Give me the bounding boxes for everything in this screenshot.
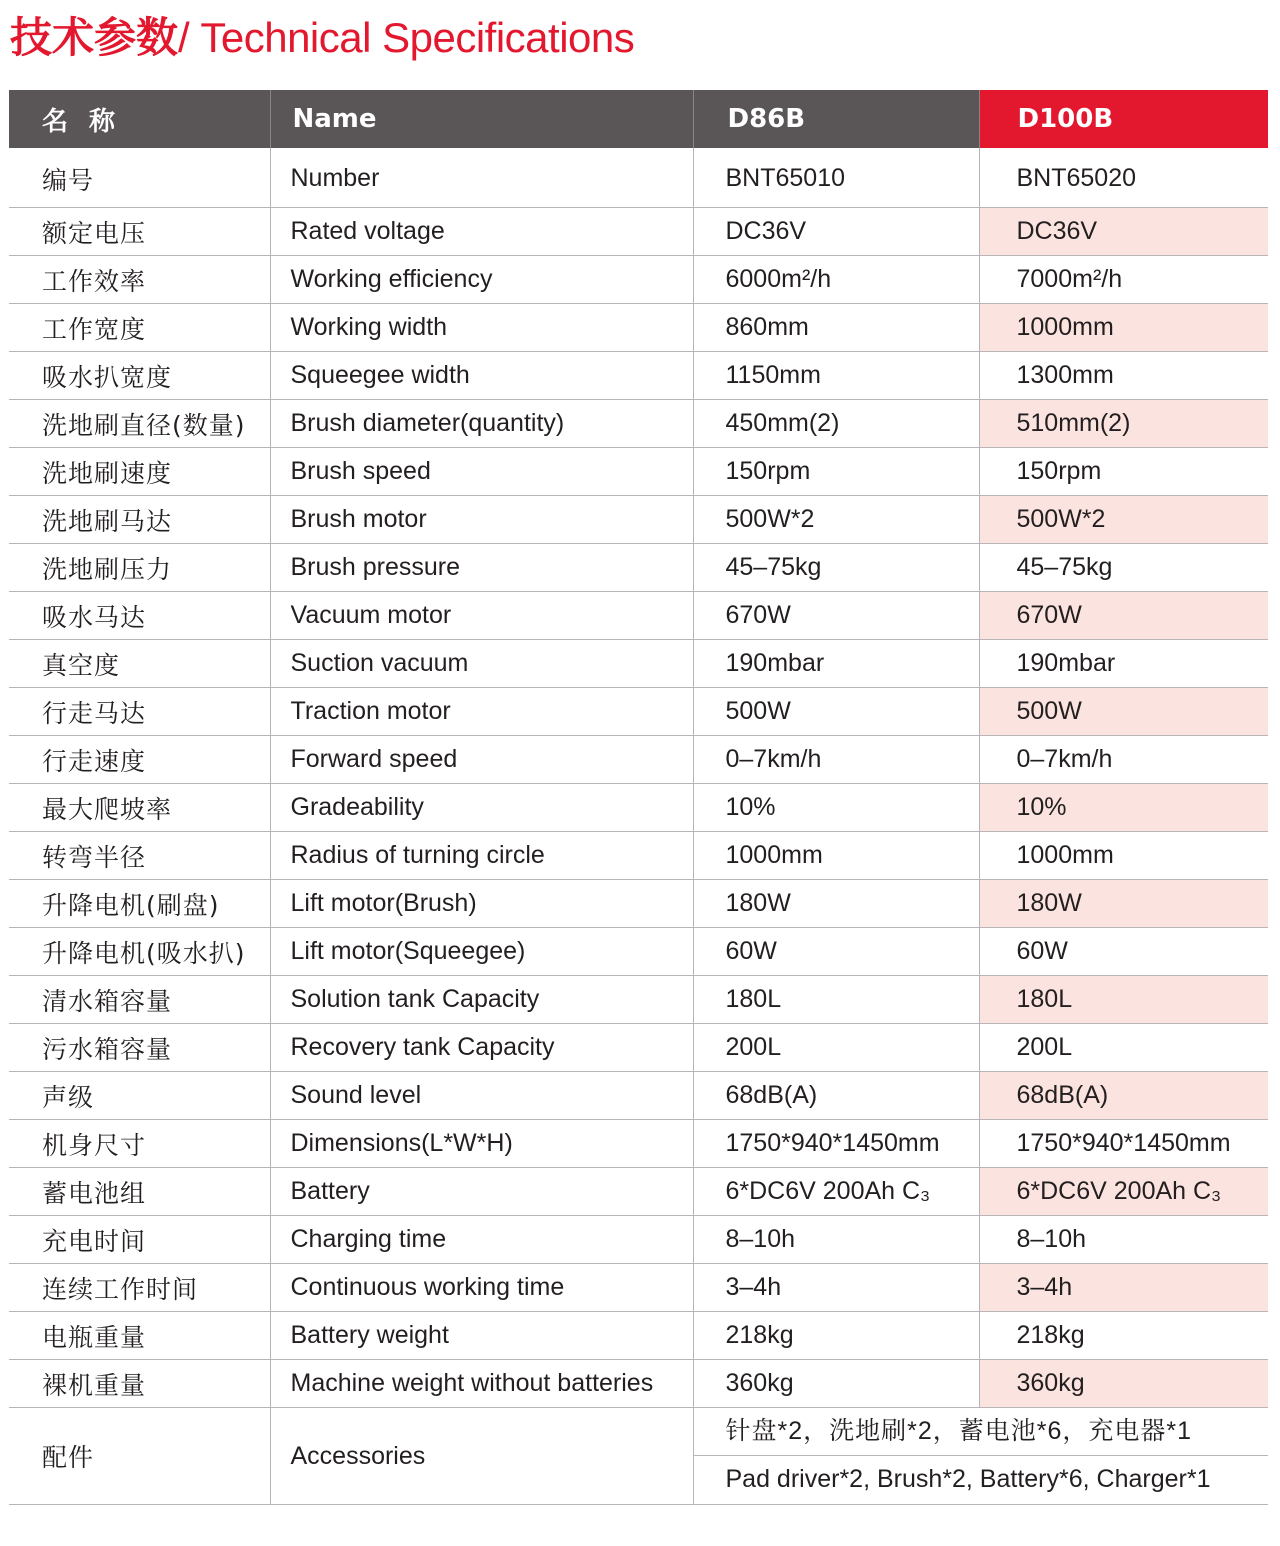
- cell-name-en: Battery weight: [270, 1312, 693, 1360]
- cell-d100b: 68dB(A): [979, 1072, 1268, 1120]
- cell-d86b: 3–4h: [693, 1264, 979, 1312]
- cell-name-en: Rated voltage: [270, 208, 693, 256]
- cell-name-en: Brush diameter(quantity): [270, 400, 693, 448]
- header-name-en: Name: [270, 90, 693, 148]
- cell-d86b: 8–10h: [693, 1216, 979, 1264]
- cell-d86b: BNT65010: [693, 148, 979, 208]
- cell-name-cn: 行走马达: [9, 688, 270, 736]
- table-row: [9, 784, 1268, 832]
- table-row: [9, 352, 1268, 400]
- header-d86b: D86B: [693, 90, 979, 148]
- cell-name-en: Gradeability: [270, 784, 693, 832]
- table-row: [9, 208, 1268, 256]
- cell-name-en: Lift motor(Squeegee): [270, 928, 693, 976]
- cell-name-en: Solution tank Capacity: [270, 976, 693, 1024]
- cell-name-en: Vacuum motor: [270, 592, 693, 640]
- table-row: [9, 640, 1268, 688]
- cell-name-en: Battery: [270, 1168, 693, 1216]
- cell-name-en: Brush motor: [270, 496, 693, 544]
- cell-d100b: BNT65020: [979, 148, 1268, 208]
- cell-name-cn: 污水箱容量: [9, 1024, 270, 1072]
- cell-name-en: Radius of turning circle: [270, 832, 693, 880]
- cell-name-en: Sound level: [270, 1072, 693, 1120]
- cell-d100b: 3–4h: [979, 1264, 1268, 1312]
- cell-name-cn: 编号: [9, 148, 270, 208]
- header-row: [9, 90, 1268, 148]
- cell-name-cn: 清水箱容量: [9, 976, 270, 1024]
- cell-d86b: 6*DC6V 200Ah C₃: [693, 1168, 979, 1216]
- cell-d100b: 60W: [979, 928, 1268, 976]
- table-row: [9, 1264, 1268, 1312]
- table-row: [9, 1072, 1268, 1120]
- table-row: [9, 832, 1268, 880]
- cell-name-cn: 电瓶重量: [9, 1312, 270, 1360]
- cell-d86b: 180L: [693, 976, 979, 1024]
- cell-d100b: 190mbar: [979, 640, 1268, 688]
- cell-d100b: 360kg: [979, 1360, 1268, 1408]
- cell-d86b: 1150mm: [693, 352, 979, 400]
- table-row: [9, 148, 1268, 208]
- cell-d86b: 218kg: [693, 1312, 979, 1360]
- cell-d100b: 1750*940*1450mm: [979, 1120, 1268, 1168]
- cell-name-en: Brush speed: [270, 448, 693, 496]
- cell-d86b: 670W: [693, 592, 979, 640]
- cell-name-cn: 洗地刷马达: [9, 496, 270, 544]
- cell-name-cn: 工作效率: [9, 256, 270, 304]
- cell-d100b: 7000m²/h: [979, 256, 1268, 304]
- cell-d100b: 500W: [979, 688, 1268, 736]
- cell-name-cn: 行走速度: [9, 736, 270, 784]
- cell-name-en: Recovery tank Capacity: [270, 1024, 693, 1072]
- page-title-cn: 技术参数: [10, 13, 179, 62]
- cell-d100b: 500W*2: [979, 496, 1268, 544]
- cell-name-en: Number: [270, 148, 693, 208]
- accessories-value-cn: 针盘*2，洗地刷*2，蓄电池*6，充电器*1: [694, 1408, 1269, 1456]
- cell-name-en: Forward speed: [270, 736, 693, 784]
- cell-d86b: 6000m²/h: [693, 256, 979, 304]
- cell-name-cn: 吸水扒宽度: [9, 352, 270, 400]
- cell-name-cn: 升降电机(吸水扒): [9, 928, 270, 976]
- cell-name-en: Continuous working time: [270, 1264, 693, 1312]
- cell-name-en: Dimensions(L*W*H): [270, 1120, 693, 1168]
- cell-d100b: 6*DC6V 200Ah C₃: [979, 1168, 1268, 1216]
- table-row: [9, 1216, 1268, 1264]
- cell-d86b: 1000mm: [693, 832, 979, 880]
- accessories-row: [9, 1408, 1268, 1505]
- table-row: [9, 1168, 1268, 1216]
- accessories-label-en: Accessories: [270, 1408, 693, 1505]
- cell-d86b: 68dB(A): [693, 1072, 979, 1120]
- table-row: [9, 1360, 1268, 1408]
- table-row: [9, 1024, 1268, 1072]
- cell-d86b: 190mbar: [693, 640, 979, 688]
- table-row: [9, 976, 1268, 1024]
- table-row: [9, 1120, 1268, 1168]
- cell-name-en: Squeegee width: [270, 352, 693, 400]
- accessories-value-en: Pad driver*2, Brush*2, Battery*6, Charger*1: [725, 1465, 1211, 1493]
- cell-d86b: 0–7km/h: [693, 736, 979, 784]
- cell-name-en: Traction motor: [270, 688, 693, 736]
- table-row: [9, 496, 1268, 544]
- cell-name-cn: 声级: [9, 1072, 270, 1120]
- cell-d86b: 360kg: [693, 1360, 979, 1408]
- cell-name-cn: 机身尺寸: [9, 1120, 270, 1168]
- cell-name-cn: 蓄电池组: [9, 1168, 270, 1216]
- cell-name-en: Working width: [270, 304, 693, 352]
- table-row: [9, 688, 1268, 736]
- table-row: [9, 304, 1268, 352]
- cell-name-cn: 转弯半径: [9, 832, 270, 880]
- table-row: [9, 736, 1268, 784]
- cell-d86b: 860mm: [693, 304, 979, 352]
- table-row: [9, 928, 1268, 976]
- cell-d86b: 500W: [693, 688, 979, 736]
- cell-d100b: 200L: [979, 1024, 1268, 1072]
- page-title: [10, 10, 634, 66]
- cell-d100b: 1000mm: [979, 304, 1268, 352]
- cell-d100b: 180W: [979, 880, 1268, 928]
- cell-d100b: 510mm(2): [979, 400, 1268, 448]
- cell-d100b: 150rpm: [979, 448, 1268, 496]
- cell-d86b: 200L: [693, 1024, 979, 1072]
- cell-name-en: Lift motor(Brush): [270, 880, 693, 928]
- header-name-cn: 名 称: [9, 90, 270, 148]
- cell-d100b: DC36V: [979, 208, 1268, 256]
- cell-d86b: 150rpm: [693, 448, 979, 496]
- cell-name-cn: 额定电压: [9, 208, 270, 256]
- cell-d100b: 10%: [979, 784, 1268, 832]
- cell-name-en: Brush pressure: [270, 544, 693, 592]
- cell-name-en: Suction vacuum: [270, 640, 693, 688]
- cell-name-cn: 裸机重量: [9, 1360, 270, 1408]
- cell-d86b: 45–75kg: [693, 544, 979, 592]
- table-row: [9, 880, 1268, 928]
- cell-d100b: 45–75kg: [979, 544, 1268, 592]
- cell-d100b: 0–7km/h: [979, 736, 1268, 784]
- cell-d86b: 10%: [693, 784, 979, 832]
- page-title-en: Technical Specifications: [200, 14, 635, 61]
- cell-d86b: 1750*940*1450mm: [693, 1120, 979, 1168]
- spec-table: [9, 90, 1268, 1505]
- cell-name-cn: 充电时间: [9, 1216, 270, 1264]
- cell-name-en: Working efficiency: [270, 256, 693, 304]
- table-row: [9, 256, 1268, 304]
- page-title-separator: /: [178, 14, 201, 61]
- header-d100b: D100B: [979, 90, 1268, 148]
- cell-name-cn: 最大爬坡率: [9, 784, 270, 832]
- cell-name-en: Charging time: [270, 1216, 693, 1264]
- cell-d86b: 500W*2: [693, 496, 979, 544]
- cell-d100b: 8–10h: [979, 1216, 1268, 1264]
- cell-name-cn: 工作宽度: [9, 304, 270, 352]
- cell-d86b: 180W: [693, 880, 979, 928]
- table-row: [9, 544, 1268, 592]
- cell-d100b: 1000mm: [979, 832, 1268, 880]
- cell-name-cn: 洗地刷直径(数量): [9, 400, 270, 448]
- cell-d100b: 218kg: [979, 1312, 1268, 1360]
- cell-d100b: 670W: [979, 592, 1268, 640]
- cell-name-cn: 吸水马达: [9, 592, 270, 640]
- cell-d86b: 60W: [693, 928, 979, 976]
- cell-d86b: 450mm(2): [693, 400, 979, 448]
- cell-d86b: DC36V: [693, 208, 979, 256]
- table-row: [9, 400, 1268, 448]
- table-row: [9, 592, 1268, 640]
- spec-body: [9, 148, 1268, 1505]
- table-row: [9, 448, 1268, 496]
- cell-name-cn: 真空度: [9, 640, 270, 688]
- cell-name-cn: 洗地刷速度: [9, 448, 270, 496]
- cell-d100b: 1300mm: [979, 352, 1268, 400]
- table-row: [9, 1312, 1268, 1360]
- cell-name-cn: 连续工作时间: [9, 1264, 270, 1312]
- accessories-value: [693, 1408, 1268, 1505]
- cell-name-cn: 升降电机(刷盘): [9, 880, 270, 928]
- cell-d100b: 180L: [979, 976, 1268, 1024]
- cell-name-cn: 洗地刷压力: [9, 544, 270, 592]
- cell-name-en: Machine weight without batteries: [270, 1360, 693, 1408]
- accessories-label-cn: 配件: [9, 1408, 270, 1505]
